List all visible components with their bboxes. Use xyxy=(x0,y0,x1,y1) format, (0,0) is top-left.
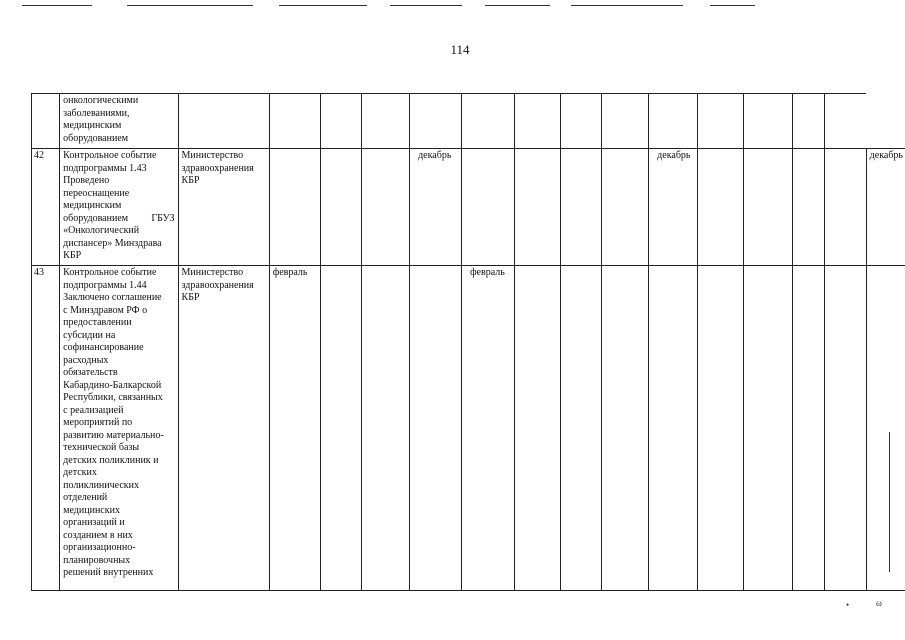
executor-line: здравоохранения xyxy=(181,162,254,174)
month-cell xyxy=(697,149,743,266)
description-line: мероприятий по xyxy=(63,417,133,428)
description-line: поликлинических xyxy=(63,479,140,491)
executor-cell xyxy=(178,149,269,266)
month-cell: декабрь xyxy=(410,149,462,266)
month-cell xyxy=(697,94,743,149)
top-rule xyxy=(710,5,755,6)
month-cell xyxy=(561,94,602,149)
description-line: заболеваниями, xyxy=(63,107,130,119)
description-line: обязательств xyxy=(63,367,118,378)
month-cell xyxy=(462,149,515,266)
executor-line: КБР xyxy=(181,175,200,186)
row-number: 43 xyxy=(32,266,60,591)
month-cell xyxy=(602,149,649,266)
description-line: «Онкологический xyxy=(63,225,140,236)
top-rule xyxy=(571,5,683,6)
executor-line: Министерство xyxy=(181,150,244,161)
month-cell: февраль xyxy=(462,266,515,591)
description-line: предоставлении xyxy=(63,317,132,328)
description-line: организационно- xyxy=(63,542,136,553)
month-cell xyxy=(362,94,410,149)
month-cell xyxy=(561,149,602,266)
description-line: онкологическими xyxy=(63,95,139,106)
description-line: КБР xyxy=(63,250,82,261)
month-cell xyxy=(362,149,410,266)
description-line: Республики, связанных xyxy=(63,392,163,403)
description-line: Проведено xyxy=(63,175,110,186)
description-line: Контрольное событие xyxy=(63,150,157,161)
month-cell xyxy=(515,149,561,266)
description-line: Кабардино-Балкарской xyxy=(63,379,162,391)
month-cell: декабрь xyxy=(649,149,698,266)
description-line: подпрограммы 1.43 xyxy=(63,162,147,174)
description-line: детских xyxy=(63,467,97,478)
month-cell xyxy=(410,94,462,149)
event-description xyxy=(60,149,178,266)
schedule-table xyxy=(31,93,905,591)
description-line: субсидии на xyxy=(63,329,116,341)
month-cell xyxy=(793,94,824,149)
top-rule xyxy=(485,5,550,6)
description-line: организаций и xyxy=(63,517,125,528)
description-line: решений внутренних xyxy=(63,567,154,578)
page-number: 114 xyxy=(450,42,470,57)
description-line: с Минздравом РФ о xyxy=(63,304,148,316)
description-line: медицинским xyxy=(63,120,122,131)
executor-line: здравоохранения xyxy=(181,279,254,291)
row-number xyxy=(32,94,60,149)
description-line: подпрограммы 1.44 xyxy=(63,279,147,291)
month-cell: февраль xyxy=(269,266,321,591)
description-line: медицинским xyxy=(63,200,122,211)
scan-mark: ω xyxy=(876,598,882,608)
month-cell xyxy=(824,266,866,591)
description-line: отделений xyxy=(63,492,108,503)
top-rule xyxy=(127,5,253,6)
description-line: переоснащение xyxy=(63,187,130,199)
month-cell xyxy=(649,94,698,149)
description-line: диспансер» Минздрава xyxy=(63,237,162,249)
top-rule xyxy=(279,5,367,6)
table-row xyxy=(32,94,905,149)
month-cell xyxy=(561,266,602,591)
event-description xyxy=(60,266,178,591)
month-cell xyxy=(743,266,793,591)
description-line: Заключено соглашение xyxy=(63,292,162,303)
top-rule xyxy=(22,5,92,6)
month-cell xyxy=(793,149,824,266)
month-cell xyxy=(743,94,793,149)
month-cell xyxy=(649,266,698,591)
month-cell xyxy=(743,149,793,266)
month-cell xyxy=(515,266,561,591)
month-cell xyxy=(269,94,321,149)
description-line: развитию материально- xyxy=(63,429,164,441)
description-line: оборудованием xyxy=(63,132,129,144)
month-cell xyxy=(321,266,362,591)
description-line: детских поликлиник и xyxy=(63,454,159,466)
description-line: созданием в них xyxy=(63,529,133,541)
month-cell: декабрь xyxy=(866,149,905,266)
month-cell xyxy=(362,266,410,591)
executor-line: Министерство xyxy=(181,267,244,278)
table-row xyxy=(32,266,905,591)
description-line: расходных xyxy=(63,354,109,366)
month-cell xyxy=(793,266,824,591)
margin-mark xyxy=(889,432,890,572)
month-cell xyxy=(410,266,462,591)
month-cell xyxy=(602,266,649,591)
month-cell xyxy=(866,266,905,591)
description-line: софинансирование xyxy=(63,342,144,353)
month-cell xyxy=(321,94,362,149)
description-line: технической базы xyxy=(63,442,140,453)
month-cell xyxy=(824,149,866,266)
month-cell xyxy=(824,94,866,149)
month-cell xyxy=(697,266,743,591)
executor-cell xyxy=(178,94,269,149)
executor-line: КБР xyxy=(181,292,200,303)
description-line: оборудованием ГБУЗ xyxy=(63,212,175,224)
executor-cell xyxy=(178,266,269,591)
top-rule xyxy=(390,5,462,6)
description-line: с реализацией xyxy=(63,404,124,416)
month-cell xyxy=(602,94,649,149)
description-line: медицинских xyxy=(63,504,120,516)
month-cell xyxy=(321,149,362,266)
table-row xyxy=(32,149,905,266)
month-cell xyxy=(515,94,561,149)
description-line: планировочных xyxy=(63,554,131,566)
description-line: Контрольное событие xyxy=(63,267,157,278)
scan-mark: • xyxy=(846,600,850,610)
month-cell xyxy=(269,149,321,266)
row-number: 42 xyxy=(32,149,60,266)
month-cell xyxy=(462,94,515,149)
event-description xyxy=(60,94,178,149)
